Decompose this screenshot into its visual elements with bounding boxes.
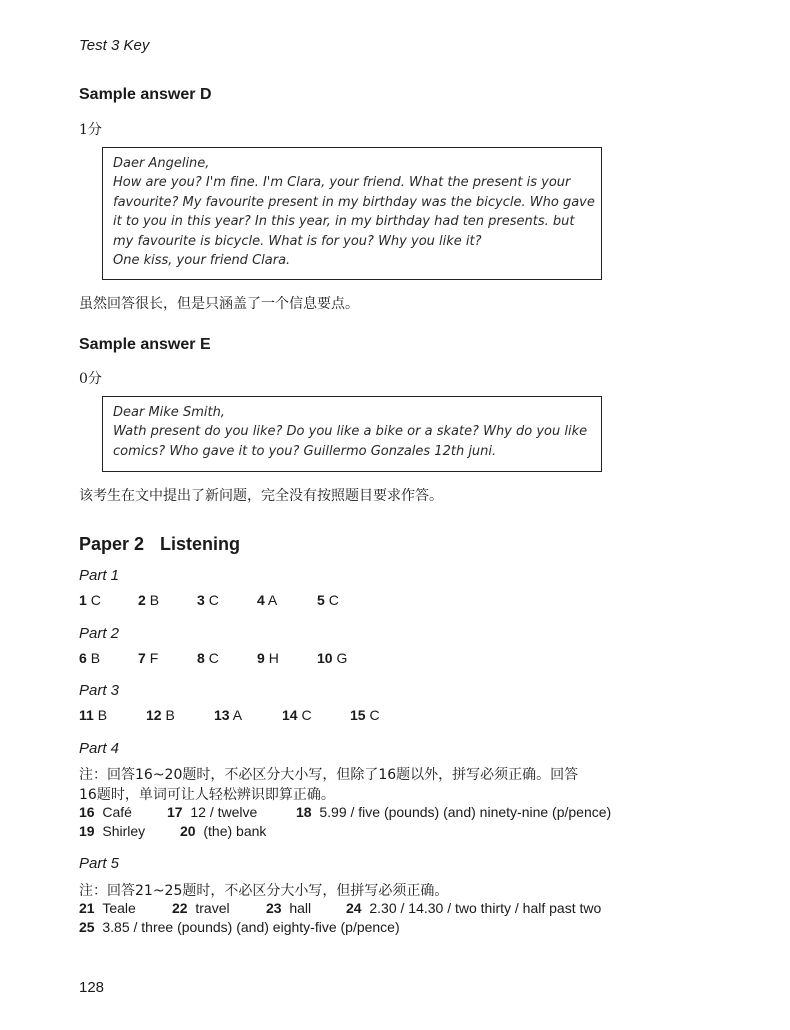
answer-item bbox=[138, 650, 158, 666]
answer-item bbox=[266, 900, 311, 916]
answer-item bbox=[296, 804, 611, 820]
sample-d-letter-box bbox=[102, 147, 602, 280]
answer-item bbox=[180, 823, 266, 839]
answer-value: C bbox=[369, 707, 380, 723]
answer-item bbox=[257, 592, 277, 608]
part-1-label: Part 1 bbox=[79, 567, 120, 584]
answer-number: 3 bbox=[197, 592, 205, 608]
answer-number: 1 bbox=[79, 592, 87, 608]
answer-value: 2.30 / 14.30 / two thirty / half past two bbox=[369, 900, 602, 916]
answer-number: 25 bbox=[79, 919, 95, 935]
paper-2-title bbox=[79, 534, 240, 555]
sample-e-letter-line: comics? Who gave it to you? Guillermo Gonzales 12th juni. bbox=[113, 443, 497, 459]
page-number: 128 bbox=[79, 979, 105, 996]
answer-value: travel bbox=[195, 900, 230, 916]
part-4-label: Part 4 bbox=[79, 740, 120, 757]
answer-number: 18 bbox=[296, 804, 312, 820]
answer-value: 3.85 / three (pounds) (and) eighty-five (p/pence) bbox=[102, 919, 400, 935]
answer-item bbox=[197, 592, 219, 608]
answer-item bbox=[138, 592, 159, 608]
answer-item bbox=[317, 592, 339, 608]
answer-number: 17 bbox=[167, 804, 183, 820]
answer-number: 7 bbox=[138, 650, 146, 666]
answer-value: C bbox=[208, 592, 219, 608]
answer-item bbox=[79, 919, 400, 935]
answer-number: 4 bbox=[257, 592, 265, 608]
answer-value: 5.99 / five (pounds) (and) ninety-nine (p/pence) bbox=[319, 804, 612, 820]
answer-number: 6 bbox=[79, 650, 87, 666]
answer-value: C bbox=[90, 592, 101, 608]
answer-number: 20 bbox=[180, 823, 196, 839]
sample-e-score: 0分 bbox=[79, 371, 102, 387]
answer-value: (the) bank bbox=[203, 823, 267, 839]
answer-value: B bbox=[97, 707, 108, 723]
part-4-note-line-1: 注：回答16~20题时，不必区分大小写，但除了16题以外，拼写必须正确。回答 bbox=[79, 767, 579, 783]
answer-value: B bbox=[149, 592, 160, 608]
answer-value: H bbox=[268, 650, 279, 666]
answer-number: 21 bbox=[79, 900, 95, 916]
answer-value: Teale bbox=[102, 900, 136, 916]
sample-d-score: 1分 bbox=[79, 122, 102, 138]
sample-d-letter-line: favourite? My favourite present in my birthday was the bicycle. Who gave bbox=[113, 194, 595, 210]
sample-d-letter-line: How are you? I'm fine. I'm Clara, your friend. What the present is your bbox=[113, 175, 571, 191]
answer-item bbox=[350, 707, 380, 723]
answer-item bbox=[146, 707, 175, 723]
answer-number: 10 bbox=[317, 650, 333, 666]
sample-d-letter-line: One kiss, your friend Clara. bbox=[113, 253, 291, 269]
answer-number: 23 bbox=[266, 900, 282, 916]
answer-value: B bbox=[90, 650, 101, 666]
answer-value: C bbox=[208, 650, 219, 666]
answer-item bbox=[172, 900, 230, 916]
sample-e-letter-box bbox=[102, 396, 602, 472]
answer-number: 15 bbox=[350, 707, 366, 723]
paper-label: Paper 2 bbox=[79, 534, 145, 554]
answer-number: 9 bbox=[257, 650, 265, 666]
answer-item bbox=[257, 650, 279, 666]
answer-number: 14 bbox=[282, 707, 298, 723]
answer-number: 22 bbox=[172, 900, 188, 916]
answer-value: 12 / twelve bbox=[190, 804, 258, 820]
part-4-note-line-2: 16题时，单词可让人轻松辨识即算正确。 bbox=[79, 787, 335, 803]
part-5-label: Part 5 bbox=[79, 855, 120, 872]
answer-item bbox=[197, 650, 219, 666]
part-5-note: 注：回答21~25题时，不必区分大小写，但拼写必须正确。 bbox=[79, 883, 449, 899]
answer-value: C bbox=[301, 707, 312, 723]
answer-item bbox=[317, 650, 347, 666]
answer-value: Shirley bbox=[102, 823, 146, 839]
page-header: Test 3 Key bbox=[79, 37, 150, 54]
answer-item bbox=[214, 707, 242, 723]
sample-e-heading: Sample answer E bbox=[79, 336, 211, 353]
answer-number: 12 bbox=[146, 707, 162, 723]
answer-number: 5 bbox=[317, 592, 325, 608]
answer-number: 19 bbox=[79, 823, 95, 839]
answer-number: 2 bbox=[138, 592, 146, 608]
answer-item bbox=[167, 804, 257, 820]
part-2-label: Part 2 bbox=[79, 625, 120, 642]
sample-d-heading: Sample answer D bbox=[79, 86, 212, 103]
sample-d-letter-line: Daer Angeline, bbox=[113, 156, 210, 171]
answer-number: 8 bbox=[197, 650, 205, 666]
answer-item bbox=[79, 650, 100, 666]
answer-value: B bbox=[165, 707, 175, 723]
answer-item bbox=[79, 900, 136, 916]
answer-item bbox=[282, 707, 312, 723]
answer-value: A bbox=[232, 707, 243, 723]
answer-value: A bbox=[267, 592, 278, 608]
answer-number: 11 bbox=[79, 707, 94, 723]
answer-item bbox=[79, 804, 132, 820]
answer-item bbox=[79, 707, 107, 723]
answer-item bbox=[79, 823, 145, 839]
sample-e-letter-line: Wath present do you like? Do you like a bike or a skate? Why do you like bbox=[113, 424, 588, 440]
answer-number: 16 bbox=[79, 804, 95, 820]
sample-e-letter-line: Dear Mike Smith, bbox=[113, 405, 225, 420]
sample-d-letter-line: it to you in this year? In this year, in my birthday had ten presents. but bbox=[113, 214, 575, 230]
answer-value: F bbox=[149, 650, 159, 666]
part-3-label: Part 3 bbox=[79, 682, 120, 699]
answer-number: 13 bbox=[214, 707, 230, 723]
answer-number: 24 bbox=[346, 900, 362, 916]
answer-value: C bbox=[328, 592, 339, 608]
answer-value: G bbox=[336, 650, 348, 666]
paper-title: Listening bbox=[160, 534, 241, 554]
sample-d-comment: 虽然回答很长，但是只涵盖了一个信息要点。 bbox=[79, 296, 359, 312]
answer-item bbox=[79, 592, 101, 608]
sample-d-letter-line: my favourite is bicycle. What is for you? Why you like it? bbox=[113, 233, 482, 249]
answer-item bbox=[346, 900, 601, 916]
answer-value: Café bbox=[102, 804, 132, 820]
answer-value: hall bbox=[289, 900, 312, 916]
sample-e-comment: 该考生在文中提出了新问题，完全没有按照题目要求作答。 bbox=[79, 488, 443, 504]
